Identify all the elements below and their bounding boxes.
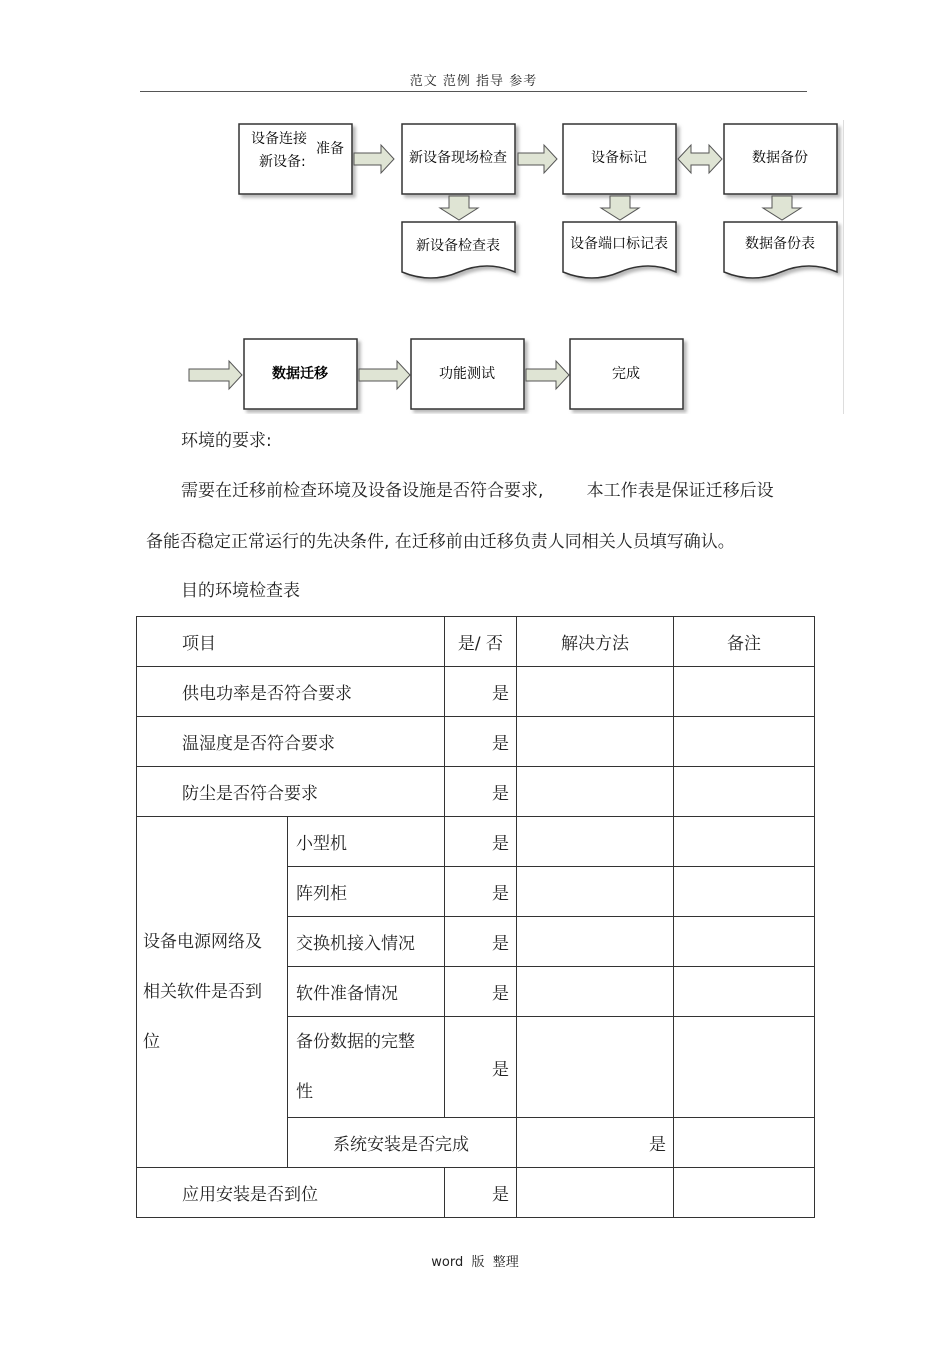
section-title: 环境的要求:	[181, 431, 272, 451]
group-label-line: 相关软件是否到	[143, 982, 262, 1002]
page-footer: word 版 整理	[431, 1255, 519, 1270]
step-label-6: 完成	[612, 366, 640, 382]
doc-label-1: 新设备检查表	[416, 238, 500, 254]
row-solution	[517, 767, 674, 817]
row-solution	[517, 867, 674, 917]
sub-item: 阵列柜	[288, 867, 445, 917]
step-box-1	[402, 124, 515, 194]
row-solution	[517, 667, 674, 717]
row-value: 是	[445, 1017, 517, 1118]
group-label-line: 位	[143, 1032, 160, 1052]
down-arrow-2	[601, 196, 639, 220]
arrow-in-row2	[189, 361, 242, 389]
start-label-1: 设备连接	[251, 131, 307, 147]
row-note	[674, 867, 815, 917]
sub-item: 交换机接入情况	[288, 917, 445, 967]
doc-shape-2	[563, 222, 676, 278]
table-row	[137, 767, 815, 817]
sub-item-line: 性	[296, 1082, 313, 1102]
group-label-line: 设备电源网络及	[143, 932, 262, 952]
row-note	[674, 917, 815, 967]
row-value: 是	[445, 1168, 517, 1218]
row-value: 是	[445, 767, 517, 817]
page-header: 范文 范例 指导 参考	[409, 74, 538, 89]
header-note: 备注	[674, 617, 815, 667]
row-item: 系统安装是否完成	[288, 1118, 517, 1168]
table-title: 目的环境检查表	[181, 581, 300, 601]
doc-shape-1	[402, 222, 515, 278]
paragraph-line-2: 备能否稳定正常运行的先决条件, 在迁移前由迁移负责人同相关人员填写确认。	[146, 532, 735, 552]
start-label-3: 准备	[316, 141, 344, 157]
row-value: 是	[517, 1118, 674, 1168]
header-divider	[140, 91, 807, 92]
step-label-1: 新设备现场检查	[409, 150, 507, 166]
sub-item-line: 备份数据的完整	[296, 1032, 415, 1052]
row-solution	[517, 1017, 674, 1118]
sub-item: 软件准备情况	[288, 967, 445, 1017]
arrow-row2-2	[526, 361, 569, 389]
table-row	[137, 1168, 815, 1218]
step-label-4: 数据迁移	[272, 366, 328, 382]
row-solution	[517, 817, 674, 867]
row-note	[674, 1017, 815, 1118]
row-solution	[517, 967, 674, 1017]
start-box	[239, 124, 352, 194]
arrow-2	[518, 145, 557, 173]
row-solution	[517, 917, 674, 967]
start-label-2: 新设备:	[259, 154, 306, 170]
step-box-6	[570, 339, 683, 409]
double-arrow	[678, 145, 722, 173]
doc-shape-3	[724, 222, 837, 278]
header-item: 项目	[137, 617, 445, 667]
row-solution	[517, 717, 674, 767]
row-note	[674, 967, 815, 1017]
arrow-row2-1	[359, 361, 410, 389]
arrow-1	[354, 145, 394, 173]
sub-item	[288, 1017, 445, 1118]
environment-check-table	[136, 616, 815, 1218]
row-solution	[674, 1118, 815, 1168]
step-box-4	[244, 339, 357, 409]
row-item: 供电功率是否符合要求	[137, 667, 445, 717]
step-box-3	[724, 124, 837, 194]
group-label	[137, 817, 288, 1168]
row-note	[674, 767, 815, 817]
row-value: 是	[445, 667, 517, 717]
doc-label-3: 数据备份表	[745, 236, 815, 252]
step-box-2	[563, 124, 676, 194]
step-label-3: 数据备份	[752, 150, 808, 166]
row-note	[674, 817, 815, 867]
row-note	[674, 667, 815, 717]
row-note	[674, 717, 815, 767]
row-item: 防尘是否符合要求	[137, 767, 445, 817]
header-solution: 解决方法	[517, 617, 674, 667]
table-header-row	[137, 617, 815, 667]
migration-flowchart	[181, 120, 844, 414]
header-yesno: 是/ 否	[445, 617, 517, 667]
row-value: 是	[445, 717, 517, 767]
step-box-5	[411, 339, 524, 409]
row-value: 是	[445, 967, 517, 1017]
row-item: 应用安装是否到位	[137, 1168, 445, 1218]
down-arrow-3	[763, 196, 801, 220]
table-row	[137, 667, 815, 717]
paragraph-line-1: 需要在迁移前检查环境及设备设施是否符合要求, 本工作表是保证迁移后设	[181, 481, 774, 501]
row-solution	[517, 1168, 674, 1218]
sub-item: 小型机	[288, 817, 445, 867]
doc-label-2: 设备端口标记表	[570, 236, 668, 252]
row-value: 是	[445, 867, 517, 917]
down-arrow-1	[440, 196, 478, 220]
row-note	[674, 1168, 815, 1218]
row-value: 是	[445, 817, 517, 867]
row-item: 温湿度是否符合要求	[137, 717, 445, 767]
step-label-2: 设备标记	[591, 150, 647, 166]
table-row	[137, 817, 815, 867]
row-value: 是	[445, 917, 517, 967]
table-row	[137, 717, 815, 767]
step-label-5: 功能测试	[439, 366, 495, 382]
